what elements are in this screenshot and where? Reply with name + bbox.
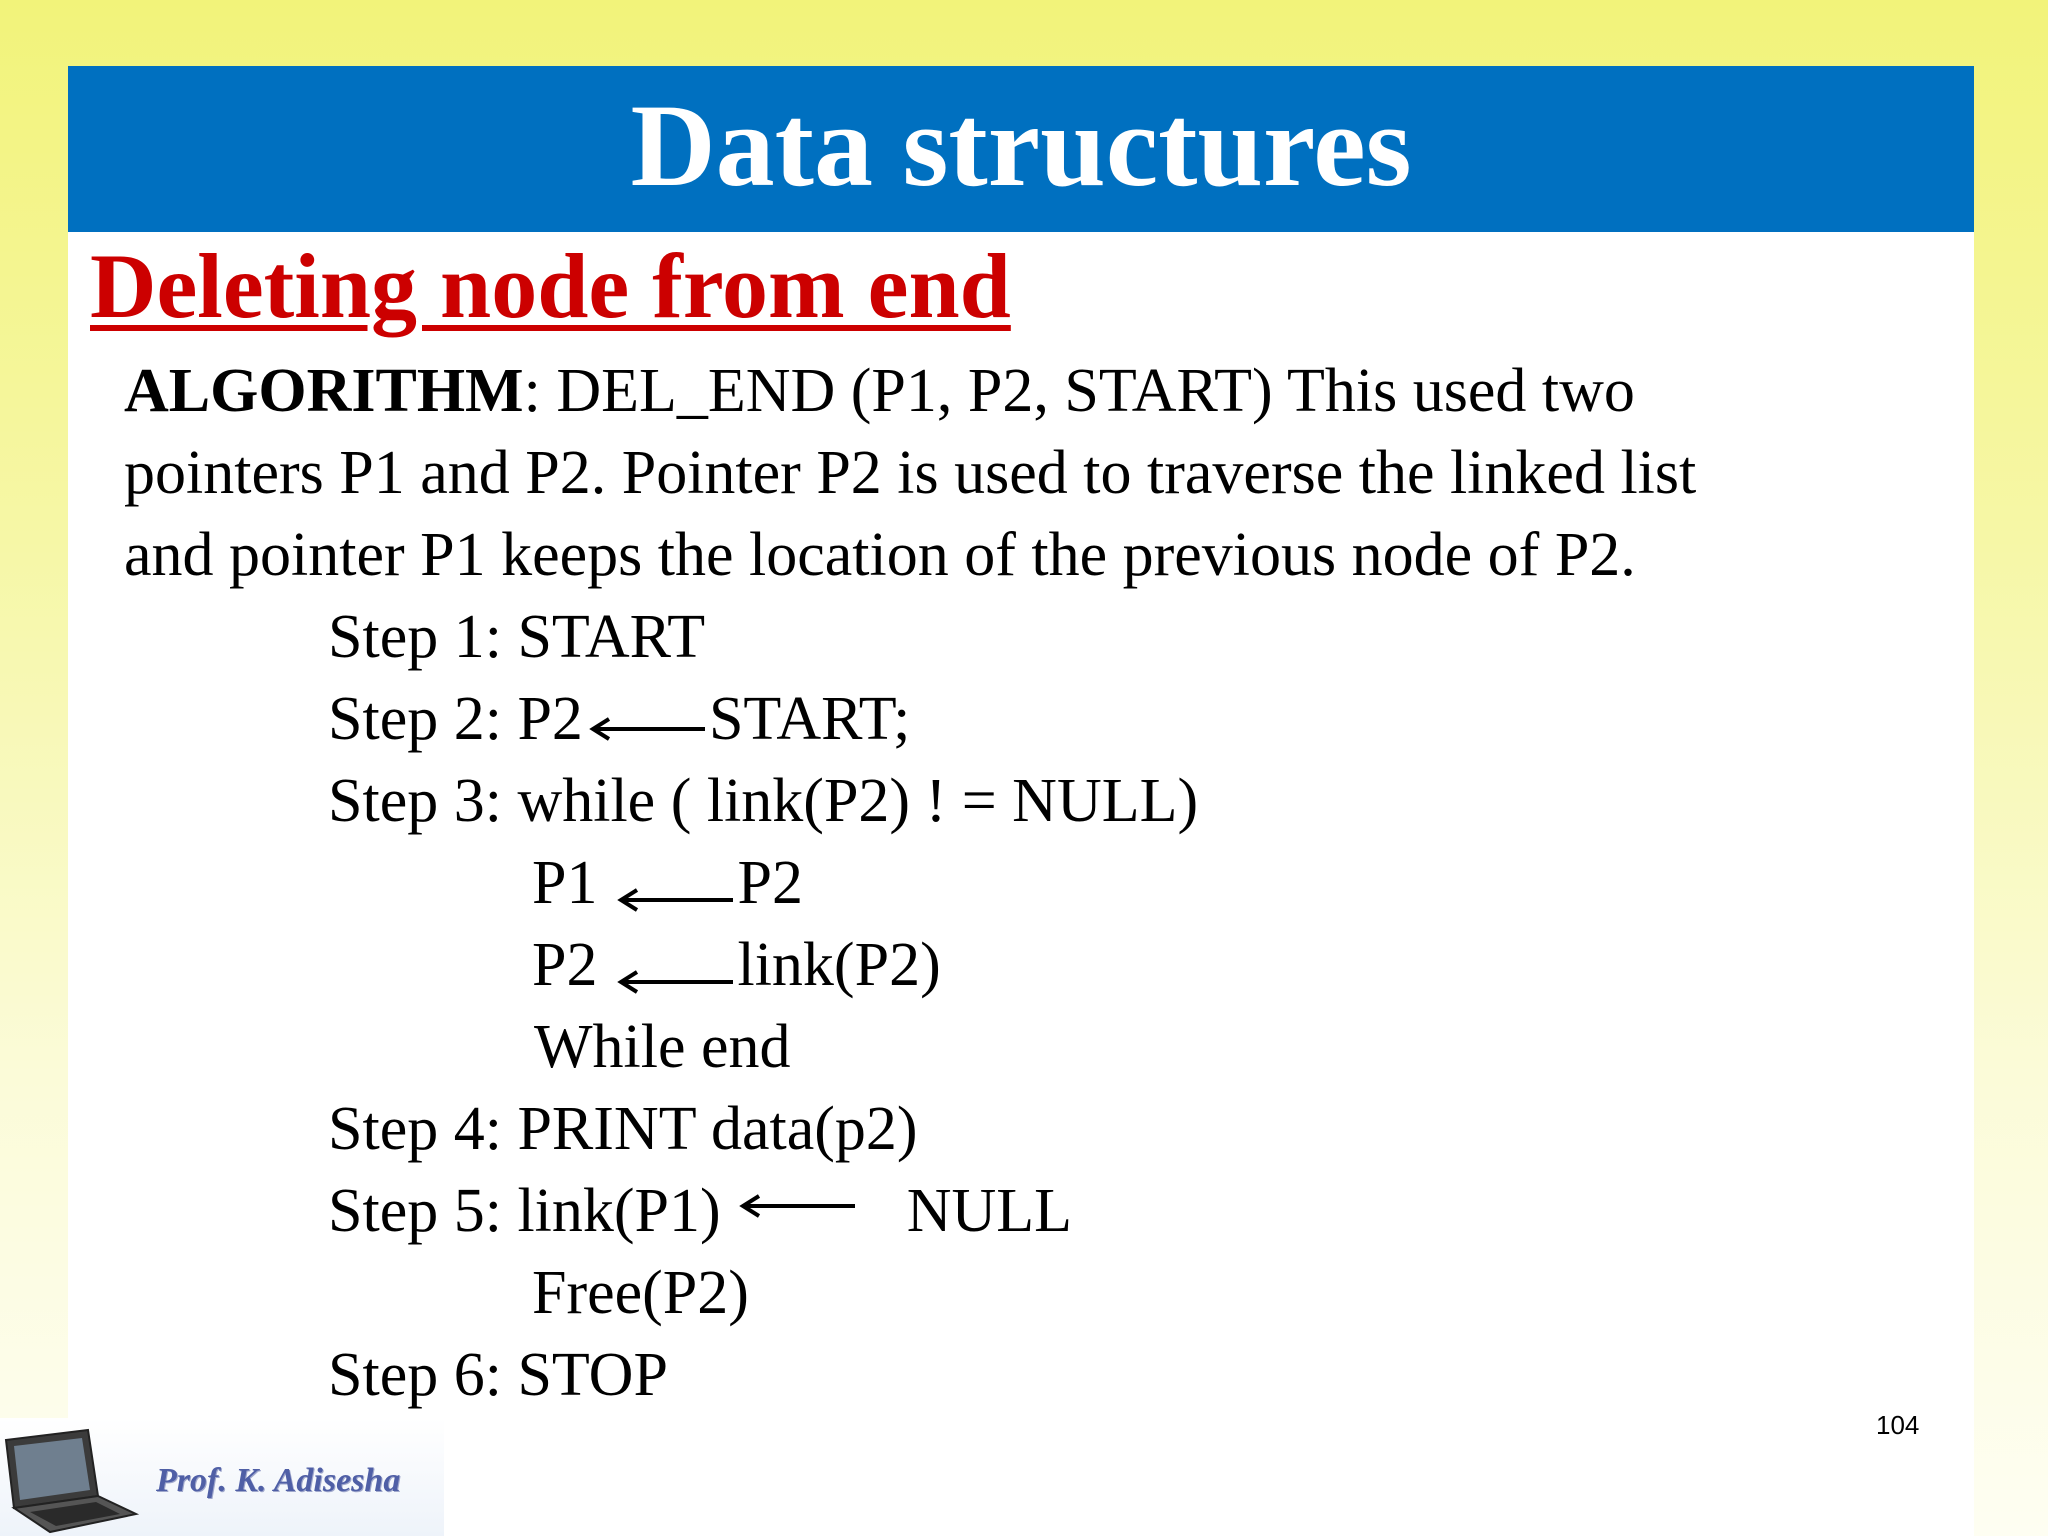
algorithm-signature: : DEL_END (P1, P2, START) This used two xyxy=(523,357,1635,425)
step-5 xyxy=(328,1170,1072,1252)
intro-line-2: pointers P1 and P2. Pointer P2 is used to traverse the linked list xyxy=(124,439,1697,507)
step-2-right: START; xyxy=(708,685,911,753)
step-3a-right: P2 xyxy=(737,849,803,917)
step-2 xyxy=(328,678,910,760)
title-bar xyxy=(68,66,1974,232)
step-3a-left: P1 xyxy=(532,849,598,917)
left-arrow-icon xyxy=(597,946,737,996)
laptop-icon xyxy=(0,1426,150,1536)
left-arrow-icon xyxy=(597,864,737,914)
step-3b-left: P2 xyxy=(532,931,598,999)
author-logo xyxy=(0,1418,444,1536)
slide-title: Data structures xyxy=(630,80,1412,211)
slide-subtitle: Deleting node from end xyxy=(90,235,1011,337)
step-1: Step 1: START xyxy=(328,603,706,671)
step-4: Step 4: PRINT data(p2) xyxy=(328,1095,918,1163)
step-5-right: NULL xyxy=(906,1177,1072,1245)
intro-line-3: and pointer P1 keeps the location of the previous node of P2. xyxy=(124,521,1636,589)
author-name: Prof. K. Adisesha xyxy=(156,1462,401,1499)
left-arrow-icon xyxy=(583,705,709,745)
step-3c: While end xyxy=(534,1013,791,1081)
step-3b-right: link(P2) xyxy=(737,931,941,999)
algorithm-label: ALGORITHM xyxy=(124,357,524,425)
step-6: Step 6: STOP xyxy=(328,1341,668,1409)
step-3: Step 3: while ( link(P2) ! = NULL) xyxy=(328,767,1199,835)
left-arrow-icon xyxy=(737,1186,907,1226)
step-2-left: Step 2: P2 xyxy=(328,685,583,753)
step-5-left: Step 5: link(P1) xyxy=(328,1177,721,1245)
page-number: 104 xyxy=(1876,1410,1920,1440)
algorithm-intro xyxy=(124,350,1954,596)
step-3a xyxy=(532,842,803,924)
step-5b: Free(P2) xyxy=(532,1259,749,1327)
step-3b xyxy=(532,924,941,1006)
intro-line-1 xyxy=(124,350,1954,432)
